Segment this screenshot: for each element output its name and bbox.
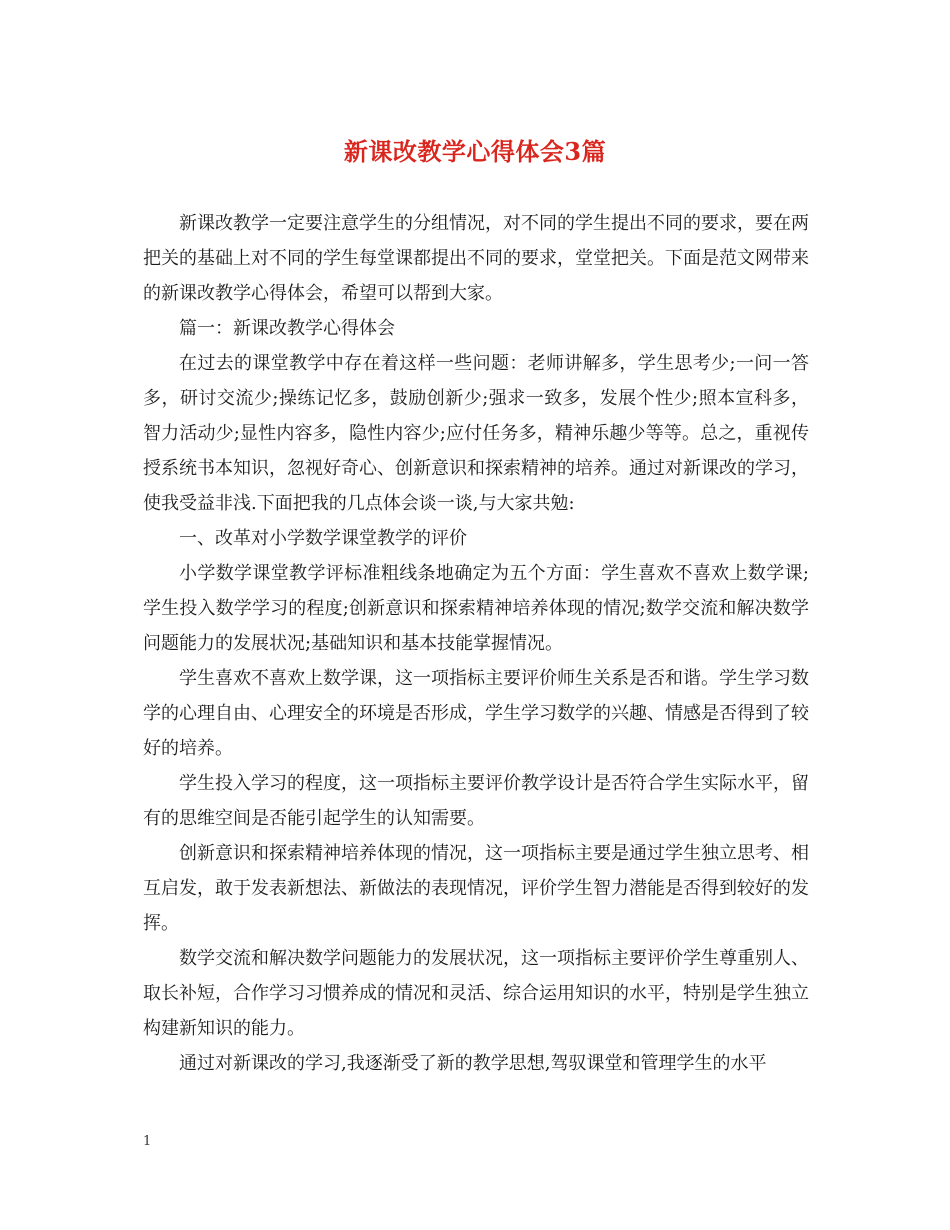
section-heading-part-one: 篇一：新课改教学心得体会 <box>179 318 395 339</box>
intro-paragraph: 新课改教学一定要注意学生的分组情况，对不同的学生提出不同的要求，要在两把关的基础上对不同的学生每堂课都提出不同的要求，堂堂把关。下面是范文网带来的新课改教学心得体会，希望可以帮到大家。 <box>143 213 809 304</box>
document-body <box>143 206 809 1081</box>
body-paragraph: 小学数学课堂教学评标准粗线条地确定为五个方面：学生喜欢不喜欢上数学课;学生投入数学学习的程度;创新意识和探索精神培养体现的情况;数学交流和解决数学问题能力的发展状况;基础知识和基本技能掌握情况。 <box>143 563 809 654</box>
body-paragraph: 学生投入学习的程度，这一项指标主要评价教学设计是否符合学生实际水平，留有的思维空间是否能引起学生的认知需要。 <box>143 773 809 829</box>
body-paragraph: 数学交流和解决数学问题能力的发展状况，这一项指标主要评价学生尊重别人、取长补短，合作学习习惯养成的情况和灵活、综合运用知识的水平，特别是学生独立构建新知识的能力。 <box>143 948 809 1039</box>
body-paragraph: 创新意识和探索精神培养体现的情况，这一项指标主要是通过学生独立思考、相互启发，敢于发表新想法、新做法的表现情况，评价学生智力潜能是否得到较好的发挥。 <box>143 843 809 934</box>
body-paragraph: 学生喜欢不喜欢上数学课，这一项指标主要评价师生关系是否和谐。学生学习数学的心理自由、心理安全的环境是否形成，学生学习数学的兴趣、情感是否得到了较好的培养。 <box>143 668 809 759</box>
page-number: 1 <box>143 1134 152 1149</box>
subsection-heading: 一、改革对小学数学课堂教学的评价 <box>179 528 467 549</box>
body-paragraph: 在过去的课堂教学中存在着这样一些问题：老师讲解多，学生思考少;一问一答多，研讨交流少;操练记忆多，鼓励创新少;强求一致多，发展个性少;照本宣科多，智力活动少;显性内容多，隐性内容少;应付任务多，精神乐趣少等等。总之，重视传授系统书本知识，忽视好奇心、创新意识和探索精神的培养。通过对新课改的学习，使我受益非浅.下面把我的几点体会谈一谈,与大家共勉: <box>143 353 809 514</box>
document-title: 新课改教学心得体会3篇 <box>343 137 607 166</box>
body-paragraph: 通过对新课改的学习,我逐渐受了新的教学思想,驾驭课堂和管理学生的水平 <box>179 1053 767 1074</box>
